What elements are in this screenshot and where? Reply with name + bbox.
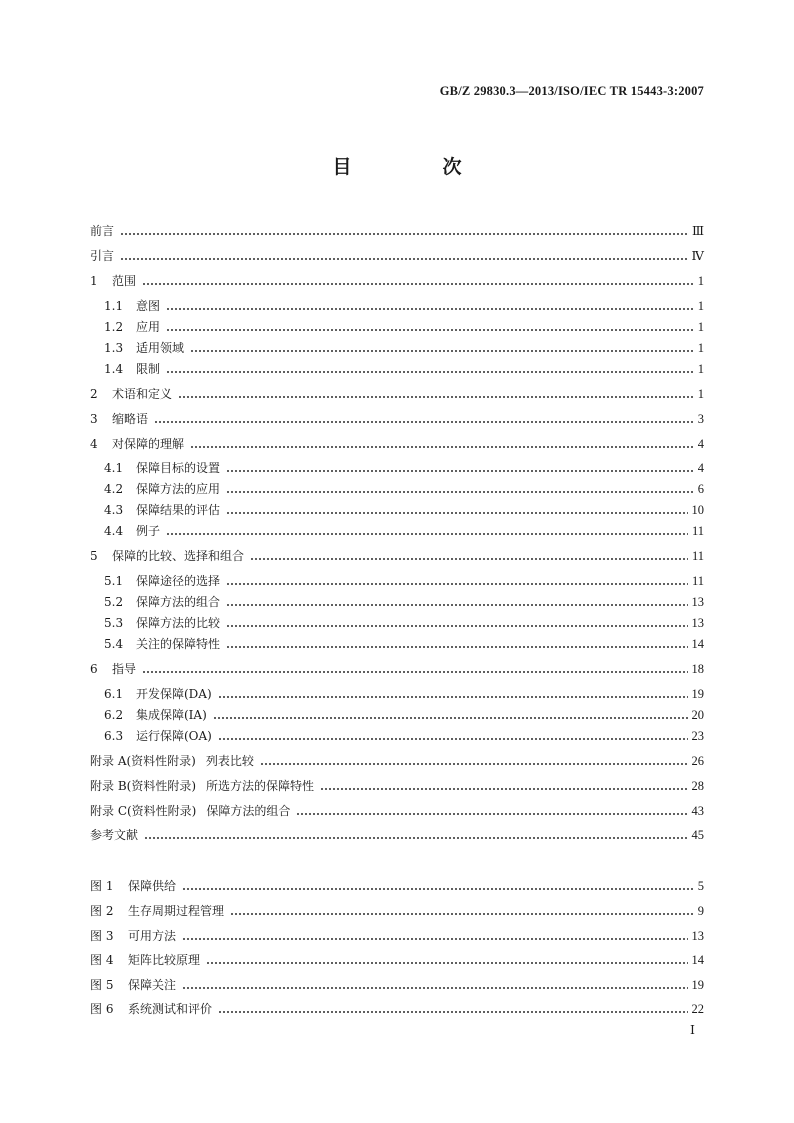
figure-page: 13 <box>691 929 704 943</box>
toc-number: 5.2 <box>104 595 124 609</box>
toc-page: 4 <box>697 461 704 475</box>
figure-number: 图 4 <box>90 953 114 967</box>
toc-number: 1.3 <box>104 341 124 355</box>
toc-number: 5.3 <box>104 616 124 630</box>
toc-number: 5 <box>90 549 98 563</box>
toc-label: 保障途径的选择 <box>136 574 221 588</box>
toc-number: 5.1 <box>104 574 124 588</box>
toc-page: 11 <box>691 524 704 538</box>
dot-leader <box>120 246 687 266</box>
dot-leader <box>178 384 694 404</box>
toc-page: Ⅲ <box>691 224 704 238</box>
toc-label: 指导 <box>112 662 137 676</box>
toc-label: 保障结果的评估 <box>136 503 221 517</box>
toc-number: 6 <box>90 662 98 676</box>
figure-entry-4[interactable] <box>90 950 704 970</box>
figure-page: 14 <box>691 953 704 967</box>
toc-number: 3 <box>90 412 98 426</box>
toc-page: 26 <box>691 754 704 768</box>
dot-leader <box>144 825 687 845</box>
toc-page: 18 <box>691 662 704 676</box>
toc-number: 4.3 <box>104 503 124 517</box>
figure-label: 矩阵比较原理 <box>128 953 201 967</box>
toc-entry-6[interactable] <box>90 659 704 679</box>
toc-number: 1.2 <box>104 320 124 334</box>
toc-page: 1 <box>697 362 704 376</box>
toc-page: 1 <box>697 320 704 334</box>
toc-number: 1.4 <box>104 362 124 376</box>
toc-entry-bibliography[interactable] <box>90 825 704 845</box>
toc-page: 1 <box>697 274 704 288</box>
toc-entry-4-1[interactable] <box>104 458 704 478</box>
toc-label: 应用 <box>136 320 161 334</box>
toc-entry-1[interactable] <box>90 271 704 291</box>
dot-leader <box>226 613 687 633</box>
figure-page: 9 <box>697 904 704 918</box>
dot-leader <box>182 876 694 896</box>
toc-entry-4-4[interactable] <box>104 521 704 541</box>
dot-leader <box>142 271 694 291</box>
dot-leader <box>218 726 688 746</box>
toc-entry-4-2[interactable] <box>104 479 704 499</box>
toc-label: 限制 <box>136 362 161 376</box>
dot-leader <box>120 221 688 241</box>
toc-label: 术语和定义 <box>112 387 173 401</box>
toc-entry-3[interactable] <box>90 409 704 429</box>
toc-label: 列表比较 <box>205 754 254 768</box>
page-folio: Ⅰ <box>690 1023 695 1037</box>
dot-leader <box>296 801 687 821</box>
toc-number: 1 <box>90 274 98 288</box>
dot-leader <box>142 659 687 679</box>
toc-label: 开发保障(DA) <box>136 687 212 701</box>
figure-label: 保障供给 <box>128 879 177 893</box>
toc-label: 所选方法的保障特性 <box>206 779 315 793</box>
toc-entry-1-1[interactable] <box>104 296 704 316</box>
toc-label: 前言 <box>90 224 115 238</box>
figure-label: 生存周期过程管理 <box>128 904 225 918</box>
dot-leader <box>226 571 688 591</box>
dot-leader <box>166 296 694 316</box>
dot-leader <box>260 751 688 771</box>
toc-entry-foreword[interactable] <box>90 221 704 241</box>
toc-label: 适用领域 <box>136 341 185 355</box>
dot-leader <box>190 434 694 454</box>
figure-page: 22 <box>691 1002 704 1016</box>
toc-page: 13 <box>691 595 704 609</box>
toc-number: 4.4 <box>104 524 124 538</box>
figure-label: 保障关注 <box>128 978 177 992</box>
toc-entry-1-3[interactable] <box>104 338 704 358</box>
figure-number: 图 3 <box>90 929 114 943</box>
toc-number: 附录 A(资料性附录) <box>90 754 196 768</box>
toc-page: 19 <box>691 687 704 701</box>
standard-number-header: GB/Z 29830.3—2013/ISO/IEC TR 15443-3:2007 <box>439 84 704 98</box>
dot-leader <box>226 500 687 520</box>
toc-entry-5-2[interactable] <box>104 592 704 612</box>
page-title: 目 次 <box>332 156 498 178</box>
figure-page: 5 <box>697 879 704 893</box>
toc-entry-5-3[interactable] <box>104 613 704 633</box>
toc-page: 1 <box>697 299 704 313</box>
toc-page: 11 <box>691 574 704 588</box>
toc-page: 23 <box>691 729 704 743</box>
toc-page: 14 <box>691 637 704 651</box>
toc-page: 43 <box>691 804 704 818</box>
toc-label: 参考文献 <box>90 828 139 842</box>
dot-leader <box>218 684 688 704</box>
dot-leader <box>166 317 694 337</box>
toc-page: 28 <box>691 779 704 793</box>
toc-label: 例子 <box>136 524 161 538</box>
toc-page: 45 <box>691 828 704 842</box>
figure-label: 系统测试和评价 <box>128 1002 213 1016</box>
toc-entry-annex-c[interactable] <box>90 801 704 821</box>
dot-leader <box>226 458 694 478</box>
toc-entry-1-4[interactable] <box>104 359 704 379</box>
toc-number: 5.4 <box>104 637 124 651</box>
toc-number: 4.1 <box>104 461 124 475</box>
toc-label: 缩略语 <box>112 412 149 426</box>
toc-entry-5-4[interactable] <box>104 634 704 654</box>
figure-entry-5[interactable] <box>90 975 704 995</box>
dot-leader <box>250 546 688 566</box>
toc-entry-4[interactable] <box>90 434 704 454</box>
figure-number: 图 1 <box>90 879 114 893</box>
toc-page: 10 <box>691 503 704 517</box>
toc-label: 保障方法的组合 <box>206 804 291 818</box>
figure-entry-2[interactable] <box>90 901 704 921</box>
dot-leader <box>213 705 688 725</box>
toc-page: 11 <box>691 549 704 563</box>
toc-number: 4 <box>90 437 98 451</box>
dot-leader <box>230 901 694 921</box>
toc-number: 6.1 <box>104 687 124 701</box>
toc-number: 附录 C(资料性附录) <box>90 804 197 818</box>
dot-leader <box>226 634 687 654</box>
toc-label: 意图 <box>136 299 161 313</box>
toc-page: 1 <box>697 387 704 401</box>
toc-entry-6-1[interactable] <box>104 684 704 704</box>
figure-number: 图 5 <box>90 978 114 992</box>
toc-page: 13 <box>691 616 704 630</box>
toc-number: 2 <box>90 387 98 401</box>
dot-leader <box>226 592 687 612</box>
toc-entry-6-3[interactable] <box>104 726 704 746</box>
toc-number: 4.2 <box>104 482 124 496</box>
figure-page: 19 <box>691 978 704 992</box>
toc-page: Ⅳ <box>691 249 704 263</box>
figure-entry-6[interactable] <box>90 999 704 1019</box>
toc-label: 关注的保障特性 <box>136 637 221 651</box>
toc-number: 1.1 <box>104 299 124 313</box>
figure-number: 图 2 <box>90 904 114 918</box>
toc-label: 集成保障(IA) <box>136 708 207 722</box>
toc-label: 范围 <box>112 274 137 288</box>
dot-leader <box>166 521 688 541</box>
toc-entry-6-2[interactable] <box>104 705 704 725</box>
toc-label: 保障方法的应用 <box>136 482 221 496</box>
figure-entry-3[interactable] <box>90 926 704 946</box>
toc-entry-4-3[interactable] <box>104 500 704 520</box>
figure-entry-1[interactable] <box>90 876 704 896</box>
toc-page: 6 <box>697 482 704 496</box>
toc-label: 保障的比较、选择和组合 <box>112 549 245 563</box>
toc-label: 运行保障(OA) <box>136 729 212 743</box>
toc-number: 6.3 <box>104 729 124 743</box>
toc-entry-5[interactable] <box>90 546 704 566</box>
dot-leader <box>206 950 687 970</box>
dot-leader <box>218 999 687 1019</box>
toc-number: 附录 B(资料性附录) <box>90 779 196 793</box>
dot-leader <box>226 479 694 499</box>
toc-page: 4 <box>697 437 704 451</box>
toc-entry-2[interactable] <box>90 384 704 404</box>
dot-leader <box>154 409 694 429</box>
toc-number: 6.2 <box>104 708 124 722</box>
toc-page: 3 <box>697 412 704 426</box>
toc-entry-5-1[interactable] <box>104 571 704 591</box>
dot-leader <box>182 975 687 995</box>
toc-page: 20 <box>691 708 704 722</box>
toc-entry-annex-a[interactable] <box>90 751 704 771</box>
figure-label: 可用方法 <box>128 929 177 943</box>
toc-entry-1-2[interactable] <box>104 317 704 337</box>
figure-number: 图 6 <box>90 1002 114 1016</box>
toc-label: 保障方法的组合 <box>136 595 221 609</box>
toc-page: 1 <box>697 341 704 355</box>
toc-label: 保障目标的设置 <box>136 461 221 475</box>
toc-entry-annex-b[interactable] <box>90 776 704 796</box>
toc-label: 对保障的理解 <box>112 437 185 451</box>
dot-leader <box>320 776 687 796</box>
toc-label: 引言 <box>90 249 115 263</box>
dot-leader <box>190 338 694 358</box>
dot-leader <box>182 926 687 946</box>
toc-entry-introduction[interactable] <box>90 246 704 266</box>
toc-label: 保障方法的比较 <box>136 616 221 630</box>
dot-leader <box>166 359 694 379</box>
